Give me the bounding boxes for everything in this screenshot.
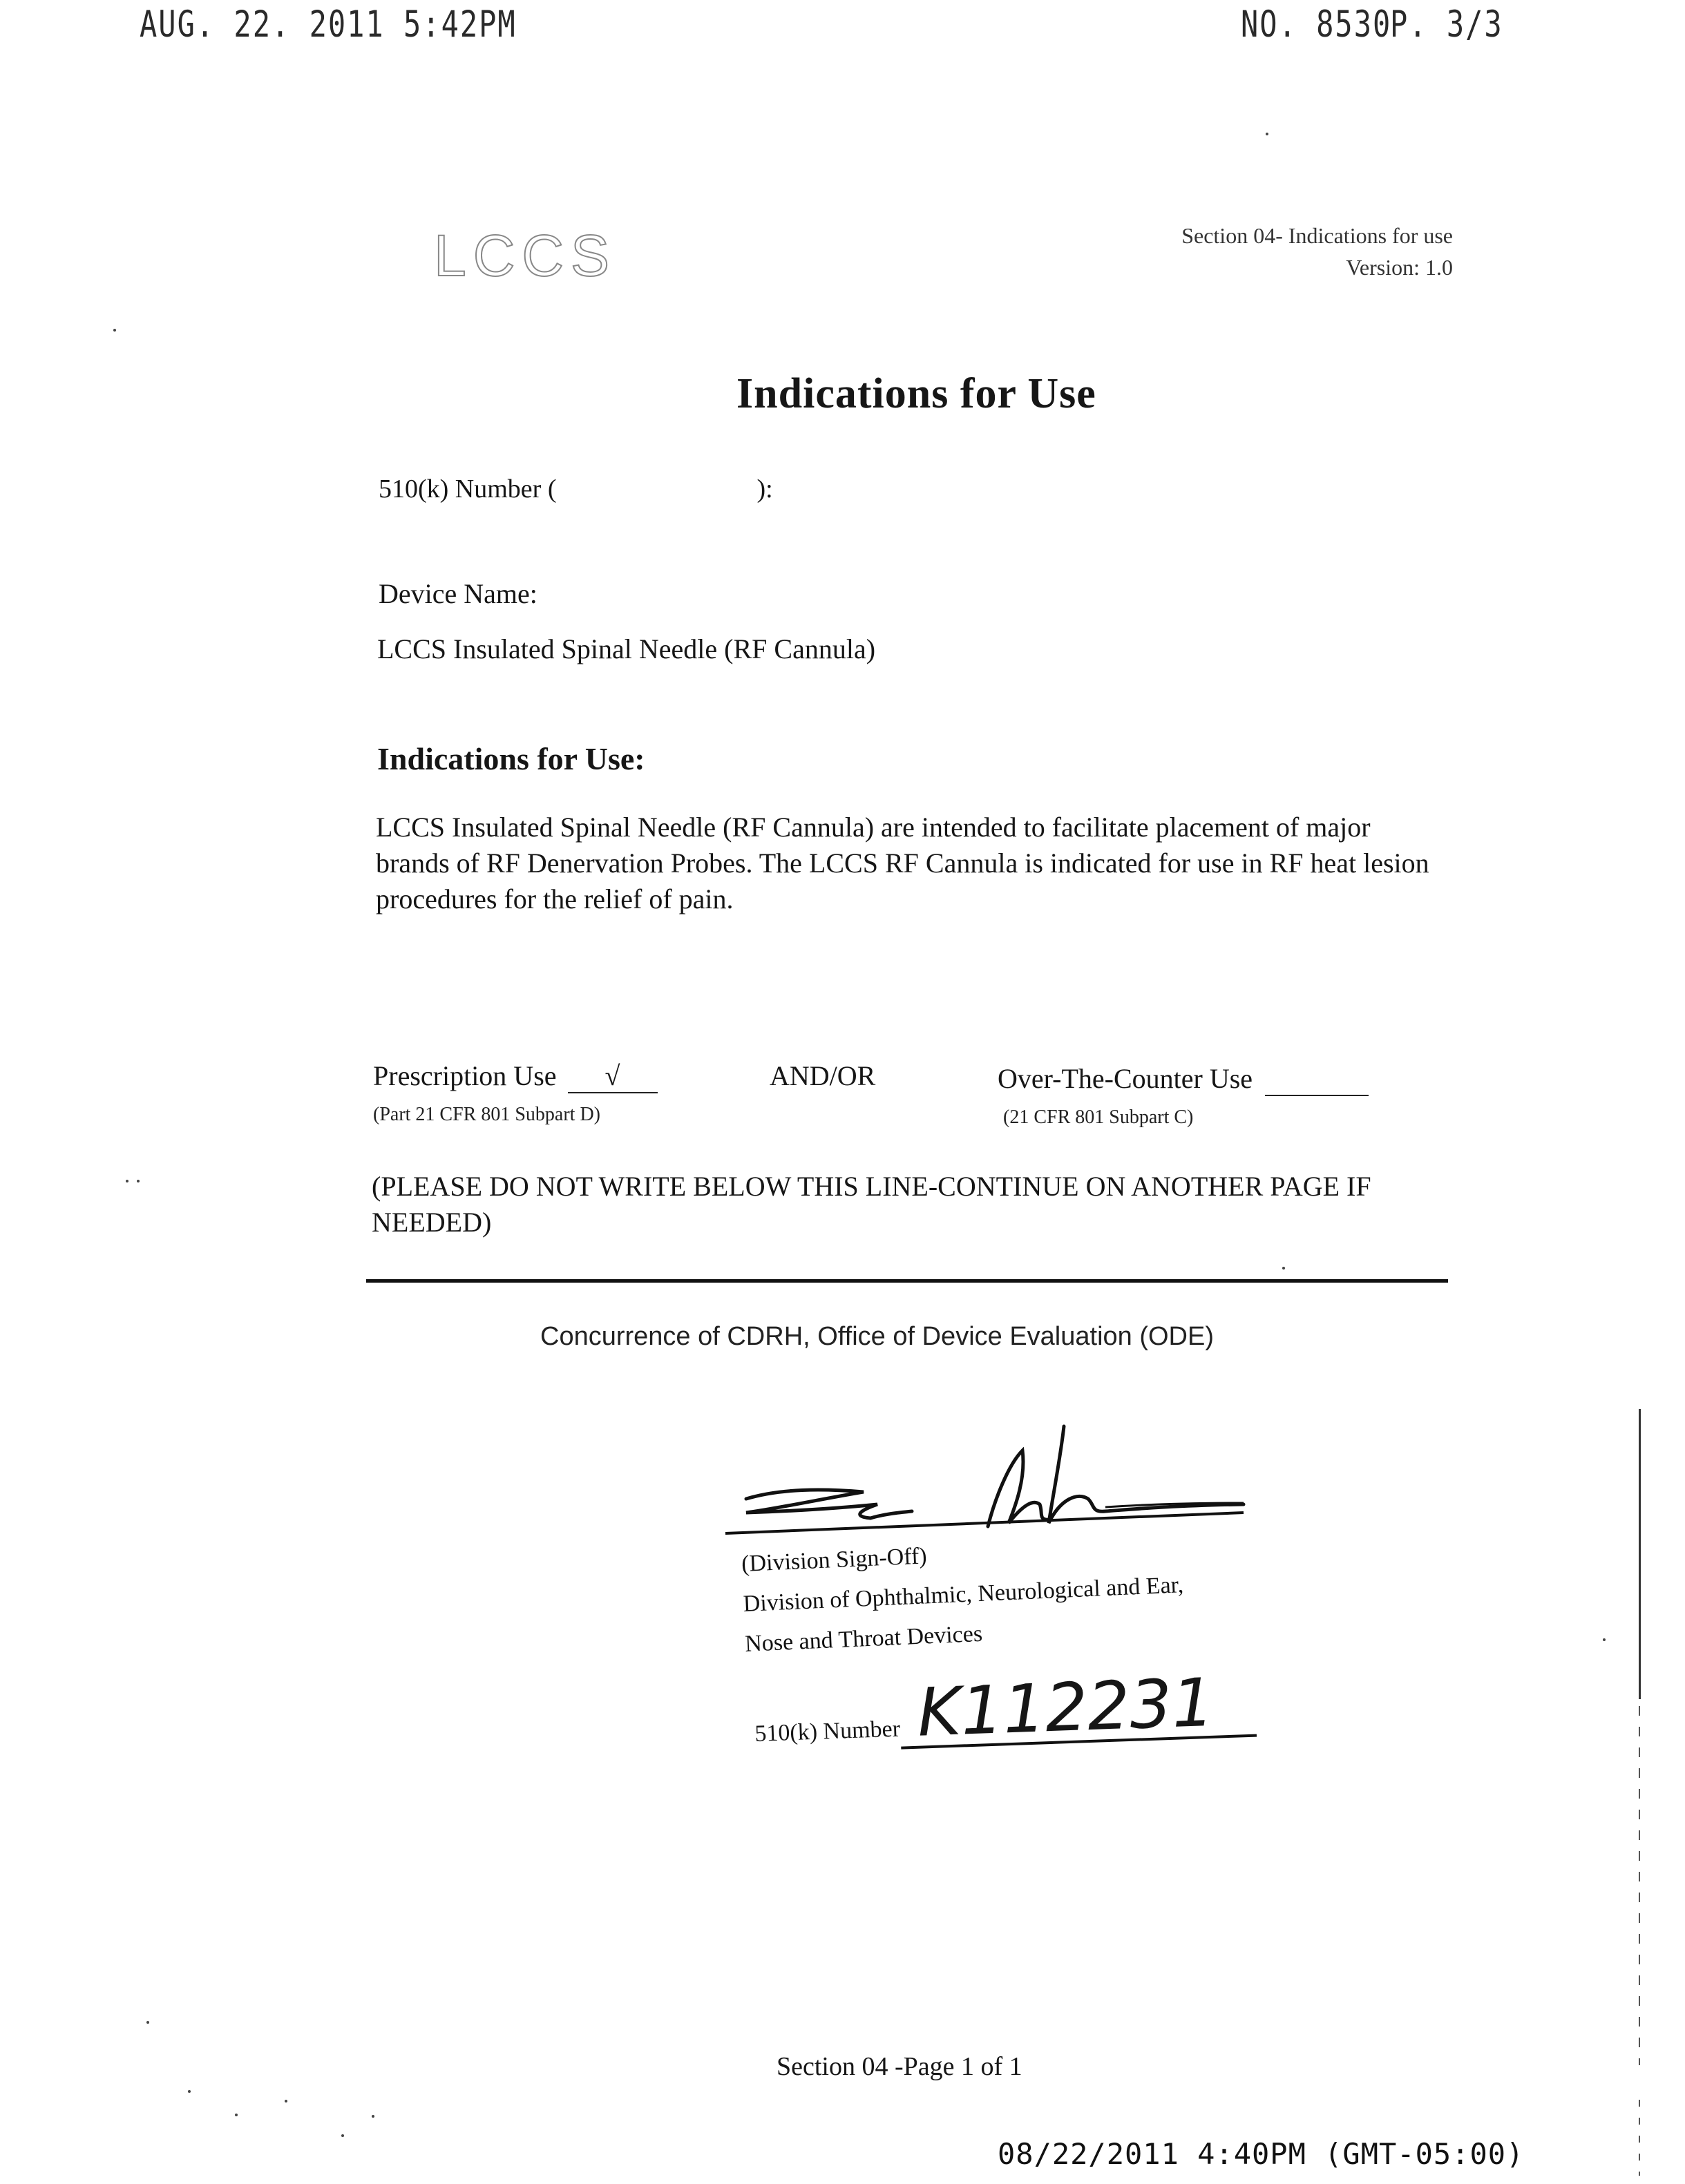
scan-speck (113, 329, 116, 332)
prescription-use (373, 1060, 658, 1093)
scan-speck (235, 2114, 238, 2116)
otc-label: Over-The-Counter Use (998, 1063, 1253, 1094)
and-or: AND/OR (770, 1060, 876, 1091)
indications-text: LCCS Insulated Spinal Needle (RF Cannula) are intended to facilitate placement of major brands of RF Denervation Probes. The LCCS RF Cannula is indicated for use in RF heat lesion procedures for the relief of pain. (376, 812, 1429, 914)
page-footer: Section 04 -Page 1 of 1 (777, 2052, 1022, 2081)
otc-use (998, 1062, 1369, 1096)
signoff-line-1: (Division Sign-Off) (741, 1543, 928, 1577)
scan-speck (285, 2100, 287, 2102)
fax-number: NO. 8530 (1241, 3, 1392, 46)
scan-speck (126, 1180, 128, 1182)
scan-speck (1603, 1638, 1606, 1641)
scan-speck (341, 2134, 344, 2137)
signoff-k-label: 510(k) Number (754, 1716, 901, 1747)
indications-heading: Indications for Use: (377, 741, 645, 776)
scan-speck (1266, 133, 1268, 135)
fax-page: P. 3/3 (1390, 3, 1503, 46)
section-label: Section 04- Indications for use (1181, 223, 1453, 248)
margin-mark (1639, 1409, 1641, 1699)
lccs-logo: LCCS (434, 223, 617, 288)
scan-speck (137, 1180, 140, 1182)
signoff-block (741, 1525, 1186, 1665)
scan-speck (372, 2115, 374, 2118)
device-name: LCCS Insulated Spinal Needle (RF Cannula) (377, 633, 876, 664)
fax-timestamp: 08/22/2011 4:40PM (GMT-05:00) (998, 2137, 1525, 2171)
k-number-label: 510(k) Number ( (379, 475, 557, 504)
do-not-write-notice: (PLEASE DO NOT WRITE BELOW THIS LINE-CONTINUE ON ANOTHER PAGE IF NEEDED) (372, 1171, 1371, 1238)
concurrence-line: Concurrence of CDRH, Office of Device Evaluation (ODE) (540, 1322, 1214, 1351)
signoff-line-2: Division of Ophthalmic, Neurological and Ear, (742, 1572, 1184, 1617)
margin-mark-dashed-bottom (1639, 2100, 1640, 2176)
version-label: Version: 1.0 (1346, 255, 1453, 280)
device-name-label: Device Name: (379, 578, 537, 609)
scan-speck (146, 2021, 149, 2024)
page-title: Indications for Use (736, 370, 1096, 417)
margin-mark-dashed (1639, 1706, 1640, 2065)
prescription-note: (Part 21 CFR 801 Subpart D) (373, 1104, 600, 1125)
divider-line (366, 1279, 1448, 1283)
scan-speck (188, 2090, 191, 2093)
signoff-line-3: Nose and Throat Devices (744, 1620, 983, 1657)
fax-date-time: AUG. 22. 2011 5:42PM (140, 3, 517, 46)
otc-note: (21 CFR 801 Subpart C) (1003, 1107, 1194, 1128)
scan-speck (1282, 1267, 1285, 1270)
signoff-k-number (753, 1663, 1257, 1754)
k-number-close: ): (756, 475, 773, 504)
prescription-label: Prescription Use (373, 1060, 557, 1091)
doc-header (1181, 220, 1453, 283)
prescription-check: √ (604, 1060, 620, 1091)
handwritten-k-number: K112231 (898, 1668, 1257, 1750)
k-number-line (379, 474, 773, 504)
